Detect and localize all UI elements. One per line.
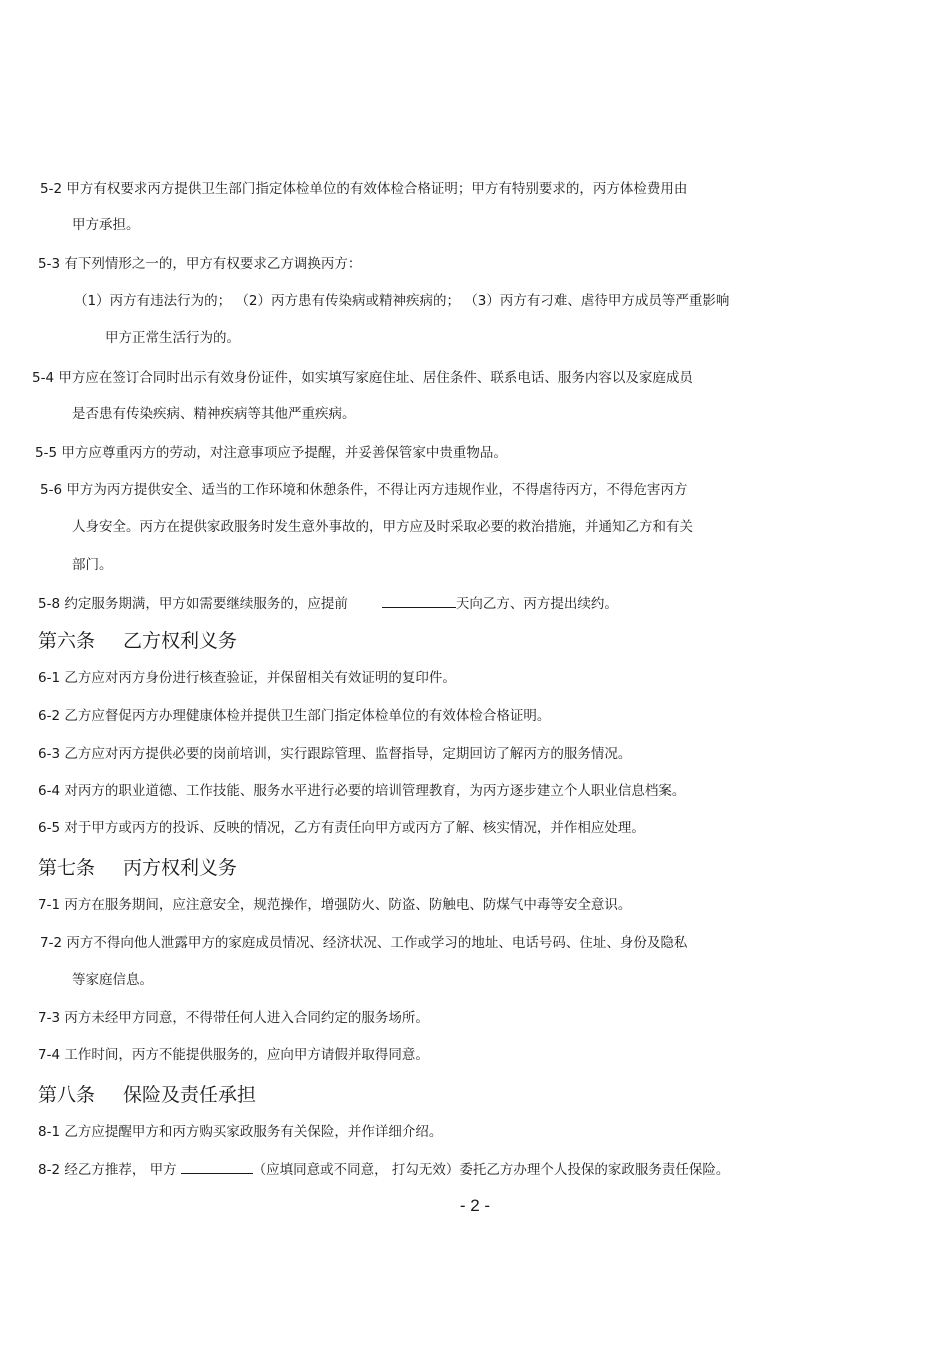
consent-blank-field[interactable]: [181, 1160, 253, 1174]
clause-5-2-line-1: 5-2 甲方有权要求丙方提供卫生部门指定体检单位的有效体检合格证明；甲方有特别要求的，丙方体检费用由: [40, 181, 688, 197]
clause-6-4: 6-4 对丙方的职业道德、工作技能、服务水平进行必要的培训管理教育，为丙方逐步建立个人职业信息档案。: [38, 783, 686, 799]
clause-8-1: 8-1 乙方应提醒甲方和丙方购买家政服务有关保险，并作详细介绍。: [38, 1124, 443, 1140]
clause-7-2-line-1: 7-2 丙方不得向他人泄露甲方的家庭成员情况、经济状况、工作或学习的地址、电话号码、住址、身份及隐私: [40, 935, 688, 951]
article-7-title: 丙方权利义务: [123, 857, 238, 879]
article-6-number: 第六条: [38, 630, 96, 652]
clause-5-6-line-2: 人身安全。丙方在提供家政服务时发生意外事故的，甲方应及时采取必要的救治措施，并通知乙方和有关: [72, 519, 693, 535]
clause-5-3-items-line-1: （1）丙方有违法行为的； （2）丙方患有传染病或精神疾病的； （3）丙方有刁难、虐待甲方成员等严重影响: [74, 293, 730, 309]
clause-6-3: 6-3 乙方应对丙方提供必要的岗前培训，实行跟踪管理、监督指导，定期回访了解丙方的服务情况。: [38, 746, 632, 762]
article-8-heading: [38, 1083, 256, 1107]
article-8-title: 保险及责任承担: [123, 1084, 257, 1106]
article-6-title: 乙方权利义务: [123, 630, 238, 652]
page-number: - 2 -: [459, 1196, 491, 1215]
article-8-number: 第八条: [38, 1084, 96, 1106]
clause-6-5: 6-5 对于甲方或丙方的投诉、反映的情况，乙方有责任向甲方或丙方了解、核实情况，并作相应处理。: [38, 820, 645, 836]
clause-7-4: 7-4 工作时间，丙方不能提供服务的，应向甲方请假并取得同意。: [38, 1047, 429, 1063]
clause-5-8-text-before: 5-8 约定服务期满，甲方如需要继续服务的，应提前: [38, 596, 348, 612]
clause-6-2: 6-2 乙方应督促丙方办理健康体检并提供卫生部门指定体检单位的有效体检合格证明。: [38, 708, 551, 724]
clause-8-2-text-before: 8-2 经乙方推荐， 甲方: [38, 1162, 177, 1178]
clause-5-8: [38, 594, 618, 613]
clause-5-8-text-after: 天向乙方、丙方提出续约。: [455, 596, 618, 612]
article-6-heading: [38, 629, 237, 653]
article-7-number: 第七条: [38, 857, 96, 879]
clause-5-3-items-line-2: 甲方正常生活行为的。: [105, 330, 240, 346]
article-7-heading: [38, 856, 237, 880]
clause-7-3: 7-3 丙方未经甲方同意，不得带任何人进入合同约定的服务场所。: [38, 1010, 429, 1026]
clause-7-1: 7-1 丙方在服务期间，应注意安全，规范操作，增强防火、防盗、防触电、防煤气中毒等安全意识。: [38, 897, 632, 913]
clause-7-2-line-2: 等家庭信息。: [72, 972, 153, 988]
clause-5-2-line-2: 甲方承担。: [72, 217, 140, 233]
clause-5-5: 5-5 甲方应尊重丙方的劳动，对注意事项应予提醒，并妥善保管家中贵重物品。: [35, 445, 507, 461]
clause-8-2-text-after: （应填同意或不同意， 打勾无效）委托乙方办理个人投保的家政服务责任保险。: [252, 1162, 730, 1178]
clause-8-2: [38, 1160, 729, 1179]
clause-5-4-line-1: 5-4 甲方应在签订合同时出示有效身份证件，如实填写家庭住址、居住条件、联系电话、服务内容以及家庭成员: [32, 370, 693, 386]
clause-5-6-line-1: 5-6 甲方为丙方提供安全、适当的工作环境和休憩条件，不得让丙方违规作业，不得虐待丙方，不得危害丙方: [40, 482, 688, 498]
clause-5-6-line-3: 部门。: [72, 557, 113, 573]
clause-5-4-line-2: 是否患有传染疾病、精神疾病等其他严重疾病。: [72, 406, 356, 422]
clause-6-1: 6-1 乙方应对丙方身份进行核查验证，并保留相关有效证明的复印件。: [38, 670, 456, 686]
clause-5-3: 5-3 有下列情形之一的，甲方有权要求乙方调换丙方：: [38, 256, 362, 272]
days-blank-field[interactable]: [382, 594, 456, 608]
